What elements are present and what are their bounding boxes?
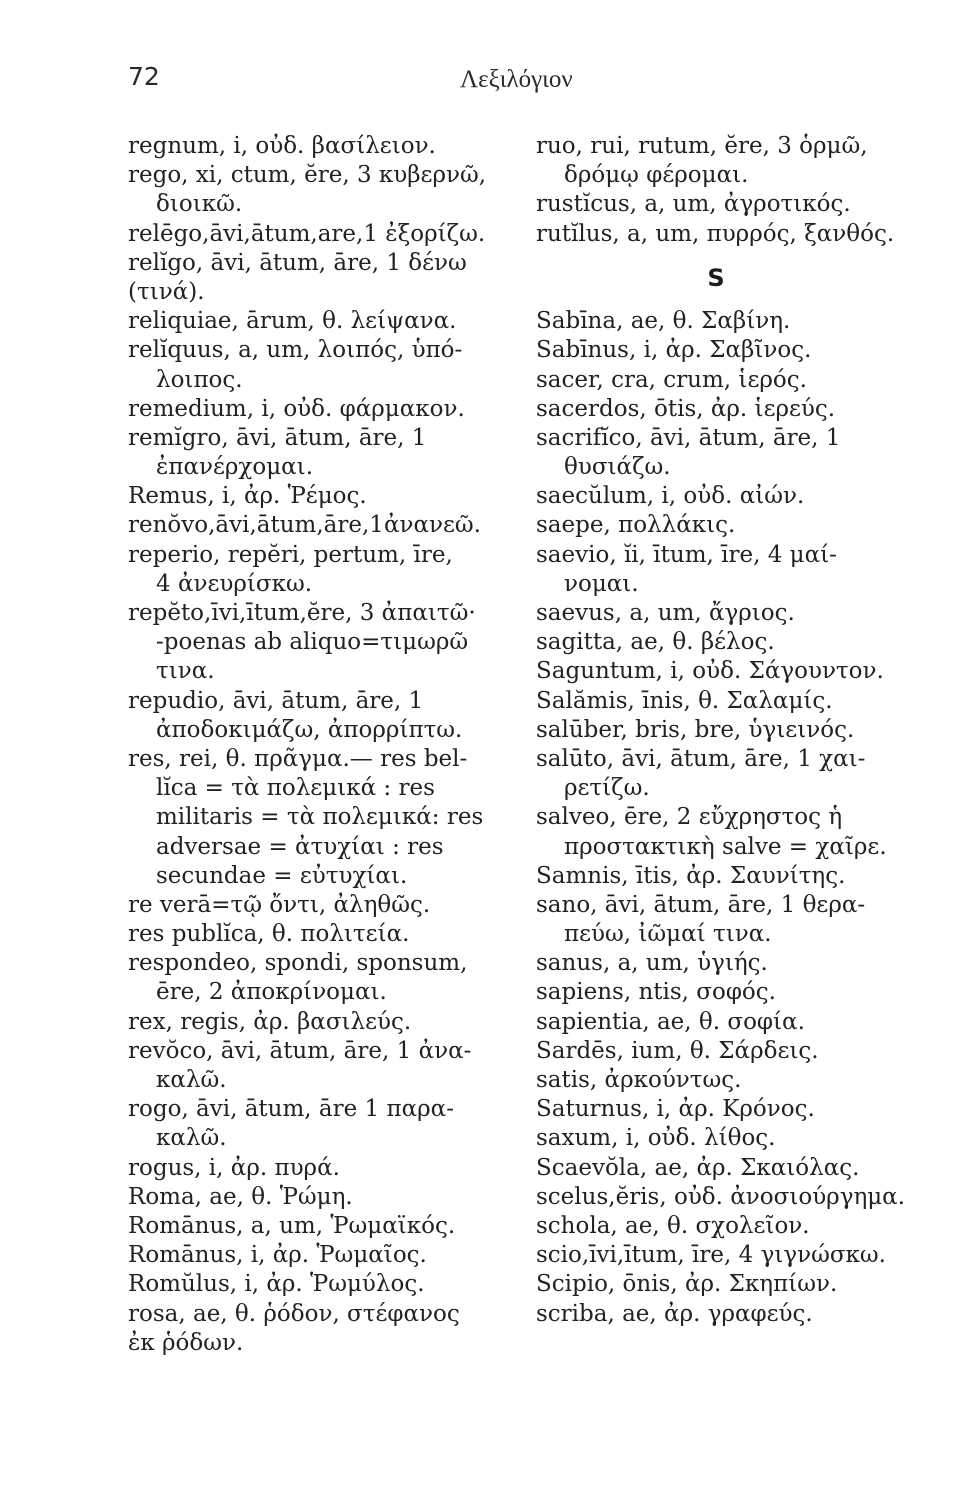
entry-line: Remus, i, ἀρ. Ῥέμος.: [128, 483, 367, 510]
entry-line: ἐκ ῥόδων.: [128, 1329, 244, 1356]
entry-line: relĭquus, a, um, λοιπός, ὑπό-: [128, 337, 463, 364]
entry-line: Sabīnus, i, ἀρ. Σαβῖνος.: [536, 337, 812, 364]
entry-line: schola, ae, θ. σχολεῖον.: [536, 1212, 810, 1239]
entry-line: adversae = ἀτυχίαι : res: [156, 833, 444, 860]
entry-line: sagitta, ae, θ. βέλος.: [536, 629, 775, 656]
right-column-bottom-entries: [536, 307, 926, 1329]
entry-line: scelus,ĕris, οὐδ. ἀνοσιούργημα.: [536, 1183, 906, 1210]
entry-line: ἐπανέρχομαι.: [156, 454, 314, 481]
entry-line: saxum, i, οὐδ. λίθος.: [536, 1125, 776, 1152]
entry-line: Romŭlus, i, ἀρ. Ῥωμύλος.: [128, 1271, 425, 1298]
entry-line: repĕto,īvi,ītum,ĕre, 3 ἀπαιτῶ·: [128, 600, 476, 626]
entry-line: saevus, a, um, ἄγριος.: [536, 600, 795, 627]
entry-line: saecŭlum, i, οὐδ. αἰών.: [536, 483, 805, 510]
entry-line: satis, ἀρκούντως.: [536, 1067, 742, 1094]
right-column-top-entries: [536, 132, 926, 249]
entry-line: sapientia, ae, θ. σοφία.: [536, 1008, 805, 1035]
entry-line: -poenas ab aliquo=τιμωρῶ: [156, 629, 469, 656]
entry-line: θυσιάζω.: [564, 454, 671, 481]
entry-line: remĭgro, āvi, ātum, āre, 1: [128, 424, 427, 451]
entry-line: saevio, ĭi, ītum, īre, 4 μαί-: [536, 541, 837, 568]
entry-line: προστακτικὴ salve = χαῖρε.: [564, 833, 887, 860]
entry-line: salveo, ēre, 2 εὔχρηστος ἡ: [536, 804, 843, 831]
entry-line: rogo, āvi, ātum, āre 1 παρα-: [128, 1096, 454, 1123]
entry-line: salūber, bris, bre, ὑγιεινός.: [536, 716, 855, 743]
entry-line: lĭca = τὰ πολεμικά : res: [156, 775, 435, 802]
page-number: 72: [128, 62, 160, 91]
entry-line: scio,īvi,ītum, īre, 4 γιγνώσκω.: [536, 1242, 886, 1269]
entry-line: res, rei, θ. πρᾶγμα.— res bel-: [128, 745, 468, 772]
entry-line: Scipio, ōnis, ἀρ. Σκηπίων.: [536, 1271, 838, 1298]
entry-line: καλῶ.: [156, 1125, 227, 1152]
entry-line: sano, āvi, ātum, āre, 1 θερα-: [536, 891, 866, 918]
entry-line: rogus, i, ἀρ. πυρά.: [128, 1154, 340, 1181]
entry-line: 4 ἀνευρίσκω.: [156, 570, 313, 597]
entry-line: (τινά).: [128, 278, 205, 305]
entry-line: reliquiae, ārum, θ. λείψανα.: [128, 308, 457, 335]
entry-line: remedium, i, οὐδ. φάρμακον.: [128, 395, 465, 422]
entry-line: saepe, πολλάκις.: [536, 512, 736, 539]
entry-line: rustĭcus, a, um, ἀγροτικός.: [536, 191, 851, 218]
section-letter: S: [707, 263, 725, 292]
entry-line: scriba, ae, ἀρ. γραφεύς.: [536, 1300, 813, 1327]
entry-line: rego, xi, ctum, ĕre, 3 κυβερνῶ,: [128, 162, 487, 189]
entry-line: repudio, āvi, ātum, āre, 1: [128, 687, 424, 714]
entry-line: καλῶ.: [156, 1067, 227, 1093]
entry-line: διοικῶ.: [156, 191, 243, 218]
right-column: [536, 132, 926, 1329]
entry-line: Scaevŏla, ae, ἀρ. Σκαιόλας.: [536, 1154, 860, 1181]
entry-line: sacerdos, ōtis, ἀρ. ἱερεύς.: [536, 395, 836, 422]
entry-line: Samnis, ītis, ἀρ. Σαυνίτης.: [536, 862, 846, 889]
entry-line: revŏco, āvi, ātum, āre, 1 ἀνα-: [128, 1037, 472, 1064]
entry-line: Sabīna, ae, θ. Σαβίνη.: [536, 308, 791, 335]
entry-line: militaris = τὰ πολεμικά: res: [156, 804, 484, 831]
entry-line: rosa, ae, θ. ῥόδον, στέφανος: [128, 1300, 460, 1327]
entry-line: ruo, rui, rutum, ĕre, 3 ὁρμῶ,: [536, 133, 868, 159]
entry-line: respondeo, spondi, sponsum,: [128, 950, 468, 977]
entry-line: secundae = εὐτυχίαι.: [156, 862, 408, 889]
entry-line: relĭgo, āvi, ātum, āre, 1 δένω: [128, 249, 467, 276]
entry-line: sapiens, ntis, σοφός.: [536, 979, 776, 1006]
entry-line: rex, regis, ἀρ. βασιλεύς.: [128, 1008, 412, 1035]
entry-line: regnum, i, οὐδ. βασίλειον.: [128, 133, 436, 159]
entry-line: Saturnus, i, ἀρ. Κρόνος.: [536, 1096, 815, 1123]
entry-line: πεύω, ἰῶμαί τινα.: [564, 921, 772, 948]
entry-line: renŏvo,āvi,ātum,āre,1ἀνανεῶ.: [128, 512, 481, 539]
entry-line: sacrifĭco, āvi, ātum, āre, 1: [536, 424, 841, 451]
entry-line: δρόμῳ φέρομαι.: [564, 162, 749, 189]
entry-line: reperio, repĕri, pertum, īre,: [128, 541, 453, 568]
entry-line: Sardēs, ium, θ. Σάρδεις.: [536, 1037, 819, 1064]
running-title: Λεξιλόγιον: [460, 66, 573, 93]
entry-line: re verā=τῷ ὄντι, ἀληθῶς.: [128, 891, 431, 918]
entry-line: relēgo,āvi,ātum,are,1 ἐξορίζω.: [128, 220, 486, 247]
entry-line: Saguntum, i, οὐδ. Σάγουντον.: [536, 658, 884, 685]
entry-line: τινα.: [156, 658, 215, 685]
entry-line: λοιπος.: [156, 366, 243, 393]
entry-line: νομαι.: [564, 570, 639, 597]
left-column: [128, 132, 508, 1358]
entry-line: ēre, 2 ἀποκρίνομαι.: [156, 979, 387, 1006]
entry-line: rutĭlus, a, um, πυρρός, ξανθός.: [536, 220, 895, 247]
entry-line: res publĭca, θ. πολιτεία.: [128, 921, 410, 948]
entry-line: Romānus, i, ἀρ. Ῥωμαῖος.: [128, 1242, 427, 1269]
entry-line: Salămis, īnis, θ. Σαλαμίς.: [536, 687, 833, 714]
entry-line: ἀποδοκιμάζω, ἀπορρίπτω.: [156, 716, 463, 743]
entry-line: ρετίζω.: [564, 775, 650, 802]
entry-line: Romānus, a, um, Ῥωμαϊκός.: [128, 1212, 456, 1239]
entry-line: salūto, āvi, ātum, āre, 1 χαι-: [536, 745, 866, 772]
entry-line: sanus, a, um, ὑγιής.: [536, 950, 768, 977]
entry-line: Roma, ae, θ. Ῥώμη.: [128, 1183, 353, 1210]
entry-line: sacer, cra, crum, ἱερός.: [536, 366, 807, 393]
